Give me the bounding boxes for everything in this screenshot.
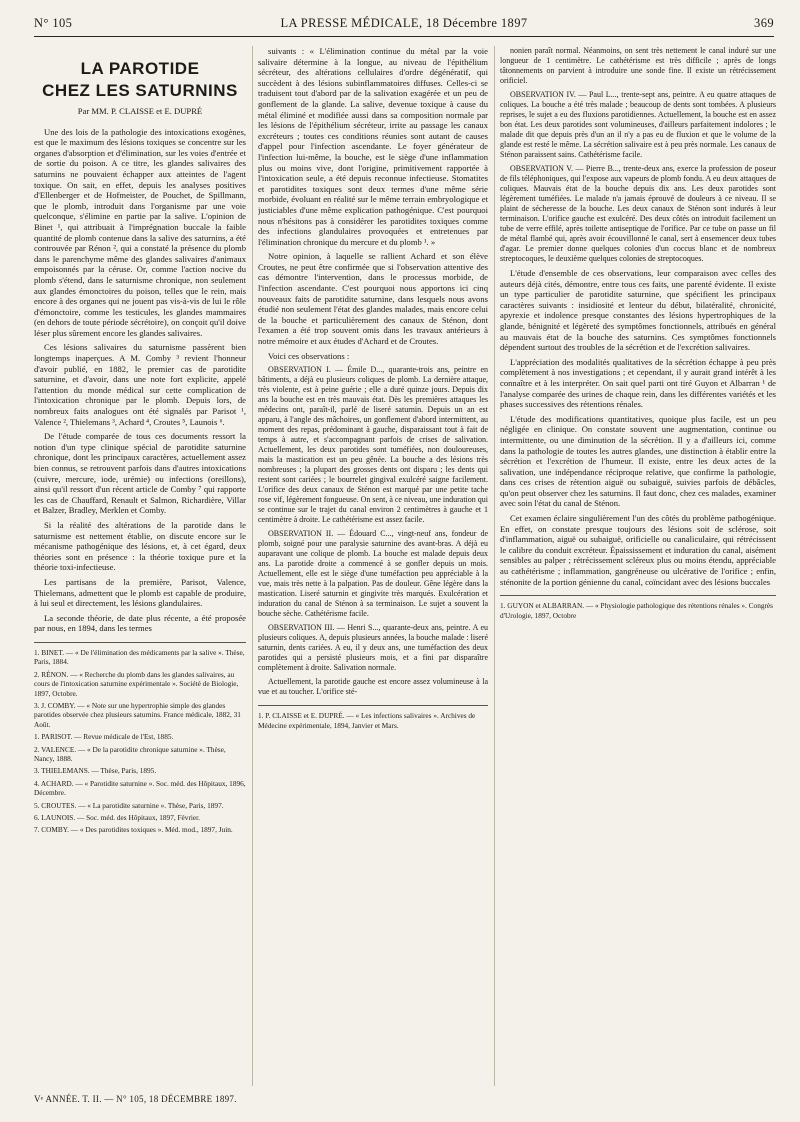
paragraph: nonien paraît normal. Néanmoins, on sent très nettement le canal induré sur une longueur de 1 centimètre. Le cathétérisme est très difficile ; après de longs tâtonnements on parvient à introduire une sonde fine. Il existe un rétrécissement orificiel. [500,46,776,85]
footnote: 2. RÉNON. — « Recherche du plomb dans les glandes salivaires, au cours de l'intoxication saturnine expérimentale ». Société de Biologie, 1897, Octobre. [34,669,239,698]
header-rule [34,36,774,37]
column-1 [34,46,246,1086]
footnote: 7. COMBY. — « Des parotidites toxiques ». Méd. mod., 1897, Juin. [34,825,233,835]
paragraph: L'appréciation des modalités qualitatives de la sécrétion échappe à peu près complètement à nos investigations ; et cependant, il y aurait grand intérêt à les connaître et à les interpréter. On sait quel parti ont tiré Guyon et Albarran ¹ de l'analyse comparée des urines de chaque rein, dans les différentes variétés et les phases successives des rétentions rénales. [500,356,776,410]
observation-1: OBSERVATION I. — Émile D..., quarante-trois ans, peintre en bâtiments, a déjà eu plusieurs coliques de plomb. La dernière attaque, très violente, est à peine guérie ; elle a duré quinze jours. Depuis dix ans la bouche est en très mauvais état. Dès les premières attaques les médecins ont, paraît-il, parlé de liseré saturnin. Depuis un an est apparu, à l'angle des mâchoires, un gonflement d'abord intermittent, au moment des repas, prédominant à gauche, disparaissant tout à fait de temps à autre, et s'accompagnant parfois de crises de salivation. Actuellement, les deux parotides sont tuméfiées, non douloureuses, mais la mastication est un peu gênée. La bouche a des lésions très nombreuses ; la plupart des grosses dents ont disparu ; les dents qui restent sont cariées ; le bourrelet gingival exulcéré saigne facilement. L'orifice des deux canaux de Sténon est marqué par une petite tache rose vif, légèrement fongueuse. On sent, à ce niveau, une induration qui se continue sur le trajet du canal environ 2 centimètres à gauche et 1 centimètre à droite. Le cathétérisme est assez facile. [258,365,488,525]
issue-number: N° 105 [34,16,73,30]
paragraph: Voici ces observations : [268,350,350,361]
observation-5: OBSERVATION V. — Pierre B..., trente-deux ans, exerce la profession de poseur de fils téléphoniques, qui l'expose aux vapeurs de plomb fondu. A eu deux attaques de coliques. Mauvais état de la bouche depuis dix ans. Les deux parotides sont légèrement tuméfiées. Le malade n'a jamais éprouvé de douleurs à ce niveau. Il se plaint de sécheresse de la bouche. Les deux canaux de Sténon sont indurés à leur terminaison. L'orifice gauche est exulcéré. Des deux côtés on introduit facilement un tube de verre effilé, après toilette antiseptique de l'orifice. Par ce tube on passe un fil de métal flambé qui, après avoir écouvillonné le canal, sert à ensemencer deux tubes d'agar. Le premier donne quelques colonies d'un coccus blanc et de nombreux streptocoques, le deuxième quelques colonies de streptocoques. [500,164,776,263]
title-line-1: LA PAROTIDE [80,59,200,78]
paragraph: Actuellement, la parotide gauche est encore assez volumineuse à la vue et au toucher. L'orifice sté- [258,677,488,697]
footnotes [258,705,488,730]
title-line-2: CHEZ LES SATURNINS [42,81,238,100]
page-footer: Vᵉ ANNÉE. T. II. — N° 105, 18 DÉCEMBRE 1897. [34,1094,237,1104]
footnote: 6. LAUNOIS. — Soc. méd. des Hôpitaux, 1897, Février. [34,813,200,822]
paragraph: Cet examen éclaire singulièrement l'un des côtés du problème pathogénique. En effet, on constate presque toujours des lésions soit de sclérose, soit d'inflammation, aiguë ou subaiguë, orificielle ou canaliculaire, qui rétrécissent le calibre du conduit excréteur. Épaississement et induration du canal, aisément sensibles au palper ; rétrécissement scléreux plus ou moins étendu, appréciable au cathétérisme ; inflammation, gangréneuse ou ulcérative de l'orifice ; enfin, sténonite de la portion génienne du canal, coïncidant avec des lésions buccales [500,513,776,587]
column-2 [258,46,488,1086]
column-3 [500,46,776,1086]
observation-2: OBSERVATION II. — Édouard C..., vingt-neuf ans, fondeur de plomb, soigné pour une paralysie saturnine des avant-bras. A déjà eu auparavant une colique de plomb. La bouche est malade depuis deux ans. La parotide droite a commencé à se gonfler depuis un mois. Actuellement, elle est le siège d'une tuméfaction peu appréciable à la vue, mais très nette à la palpation. Pas de douleur. Gêne légère dans la mastication. Liseré saturnin et gingivite très marqués. Exulcération et induration du canal de Sténon à sa terminaison. Le sujet a souvent la bouche sèche. Cathétérisme facile. [258,529,488,619]
journal-title: LA PRESSE MÉDICALE, 18 Décembre 1897 [280,16,528,30]
observation-3: OBSERVATION III. — Henri S..., quarante-deux ans, peintre. A eu plusieurs coliques. A, depuis plusieurs années, la bouche malade : liseré saturnin, dents cariées. A eu, il y deux ans, une tuméfaction des deux parotides qui a persisté plusieurs mois, et a fini par disparaître complètement à droite. Salivation normale. [258,623,488,673]
paragraph: L'étude d'ensemble de ces observations, leur comparaison avec celles des auteurs déjà cités, démontre, entre tous ces faits, une parenté évidente. Il existe un type particulier de parotidite saturnine, que spécifient les principaux caractères suivants : insidiosité et lenteur du début, bilatéralité, chronicité, apyrexie et indolence presque constantes des lésions hypertrophiques de la glande, bénignité et légèreté des symptômes fonctionnels, attribués en général au mauvais état de la bouche des saturnins. Ces symptômes fonctionnels dépendent surtout des troubles de la sécrétion et de l'excrétion salivaires. [500,268,776,353]
column-divider [494,46,495,1086]
footnotes [500,595,776,620]
paragraph: Notre opinion, à laquelle se rallient Achard et son élève Croutes, ne peut être confirmée que si l'observation attentive des cas démontre l'intervention, dans le processus morbide, de l'infection ascendante. C'est pourquoi nous apportons ici cinq nouveaux faits de parotidite saturnine, dans lesquels nous avons étudié non seulement l'état des glandes malades, mais encore celui de la bouche et particulièrement des canaux de Sténon, dont l'examen a été trop souvent omis dans les travaux antérieurs à notre mémoire et aux études d'Achard et de Croutes. [258,251,488,347]
footnote: 1. BINET. — « De l'élimination des médicaments par la salive ». Thèse, Paris, 1884. [34,647,245,667]
footnote: 4. ACHARD. — « Parotidite saturnine ». Soc. méd. des Hôpitaux, 1896, Décembre. [34,778,246,798]
column-divider [252,46,253,1086]
article-title [34,58,246,102]
observation-4: OBSERVATION IV. — Paul L..., trente-sept ans, peintre. A eu quatre attaques de coliques. La bouche a été très malade ; beaucoup de dents sont tombées. A plusieurs reprises, le sujet a eu des fluxions parotidiennes. Actuellement, la bouche est en assez bon état. Les deux parotides sont volumineuses, d'ailleurs parfaitement indolores ; le malade dit que depuis près d'un an il n'y a pas eu de fluxion et que le volume de la glande est resté le même. La sécrétion salivaire est à peu près normale. Les canaux de Sténon paraissent sains. Cathétérisme facile. [500,90,776,159]
page-number: 369 [754,16,774,30]
paragraph: suivants : « L'élimination continue du métal par la voie salivaire détermine à la longue, au niveau de l'épithélium sécréteur, des altérations cellulaires d'ordre dégénératif, qui succèdent à des lésions subinflammatoires diffuses. Celles-ci se traduisent tout d'abord par de la salivation exagérée et un peu de gonflement de la glande. La salive, devenue toxique à cause du métal éliminé et modifiée aussi dans sa composition normale par les lésions de l'épithélium sécréteur, irrite au passage les canaux excréteurs ; toutes ces conditions réunies sont autant de causes d'appel pour l'infection ascendante. Le foyer générateur de l'infection lui-même, la bouche, est le siège d'une inflammation plus ou moins vive, dont l'origine, primitivement rapportée à l'intoxication seule, a été depuis reconnue infectieuse. Stomatites et parotidites toxiques sont deux termes d'une même série morbide, évoluant en réalité sur le même terrain embryologique et justiciables d'une même explication pathogénique. C'est pourquoi nous n'hésitons pas à considérer les parotidites toxiques comme des infections glandulaires provoquées et entretenues par l'élimination chronique du mercure et du plomb ¹. » [258,46,488,247]
footnote: 5. CROUTES. — « La parotidite saturnine ». Thèse, Paris, 1897. [34,800,224,810]
byline: Par MM. P. CLAISSE et E. DUPRÉ [77,106,203,116]
footnote: 3. THIELEMANS. — Thèse, Paris, 1895. [34,766,157,776]
footnote: 1. P. CLAISSE et E. DUPRÉ. — « Les infections salivaires ». Archives de Médecine expérimentale, 1894, Janvier et Mars. [258,711,476,730]
paragraph: Une des lois de la pathologie des intoxications exogènes, est que le maximum des lésions toxiques se concentre sur les organes d'absorption et d'élimination, sur les voies d'entrée et de sortie du poison. A ce titre, les glandes salivaires des saturnins ne pouvaient échapper aux atteintes de l'agent toxique. On sait, en effet, depuis les analyses positives d'Ellenberger et de Hofmeister, de Pouchet, de Spillmann, que le plomb, introduit dans l'organisme par une voie quelconque, s'élimine en partie par la salive. L'opinion de Binet ¹, qui attribuait à l'imprégnation buccale la faible quantité de plomb contenue dans la salive des saturnins, a été controuvée par Rénon ², qui a constaté la présence du plomb dans le parenchyme même des glandes salivaires d'animaux empoisonnés par la céruse. Or, comme l'action nocive du plomb s'étend, dans le saturnisme chronique, non seulement aux glandes émonctoires du poison, telles que le rein, mais encore à des organes qui ne jouent pas vis-à-vis de lui le rôle d'émonctoire, comme les testicules, les glandes mammaires (en dehors de toute période sécrétoire), on conçoit qu'il doive léser plus sûrement encore les glandes salivaires. [34,126,246,338]
footnote: 3. J. COMBY. — « Note sur une hypertrophie simple des glandes parotides observée chez plusieurs saturnins. France médicale, 1882, 31 Août. [34,700,241,729]
footnote: 2. VALENCE. — « De la parotidite chronique saturnine ». Thèse, Nancy, 1888. [34,744,226,763]
paragraph: L'étude des modifications quantitatives, quoique plus facile, est un peu négligée en clinique. On constate souvent une augmentation, continue ou intermittente, ou une diminution de la sécrétion. Il y a d'ailleurs ici, comme dans la pathologie de toutes les autres glandes, une distinction à établir entre la sécrétion et l'excrétion de l'humeur. Il existe, entre les deux actes de la salivation, une indépendance réciproque relative, que confirme la pathologie, dans ces crises de rétention aiguë ou subaiguë, suivies parfois de débâcles, qu'on peut observer chez les saturnins. Il faut donc, chez ces malades, examiner avec soin l'état du canal de Sténon. [500,413,776,509]
footnotes [34,642,246,835]
paragraph: Les partisans de la première, Parisot, Valence, Thielemans, admettent que le plomb est capable de produire, à lui seul et directement, les lésions glandulaires. [34,576,246,609]
paragraph: De l'étude comparée de tous ces documents ressort la notion d'un type clinique spécial de parotidite saturnine chronique, dont les principaux caractères, actuellement assez bien connus, se retrouvent parfois dans d'autres intoxications (cuivre, mercure, iode, urémie) ou infections (oreillons), ainsi qu'il ressort d'un récent article de Comby ⁷ qui rapporte les cas de Chauffard, Renault et Salmon, Richardière, Villar et Balzer, Bradley, Merklen et Comby. [34,431,246,516]
paragraph: Ces lésions salivaires du saturnisme passèrent bien longtemps inaperçues. A M. Comby ³ revient l'honneur d'avoir publié, en 1882, le premier cas de parotidite saturnine, et d'avoir, dans une note fort explicite, appelé l'attention du monde médical sur cette complication de l'intoxication chronique par le plomb. Depuis lors, de nombreux faits analogues ont été signalés par Parisot ¹, Valence ², Thielemans ³, Achard ⁴, Croutes ⁵, Launois ⁶. [34,342,246,427]
paragraph: Si la réalité des altérations de la parotide dans le saturnisme est nettement établie, on discute encore sur le mécanisme pathogénique des lésions, et, à cet égard, deux théories sont en présence : la théorie toxique pure et la théorie toxi-infectieuse. [34,519,246,573]
footnote: 1. PARISOT. — Revue médicale de l'Est, 1885. [34,732,174,742]
running-header [34,16,774,34]
paragraph: La seconde théorie, de date plus récente, a été proposée par nous, en 1894, dans les termes [34,612,246,634]
footnote: 1. GUYON et ALBARRAN. — « Physiologie pathologique des rétentions rénales ». Congrès d'Urologie, 1897, Octobre [500,601,773,620]
